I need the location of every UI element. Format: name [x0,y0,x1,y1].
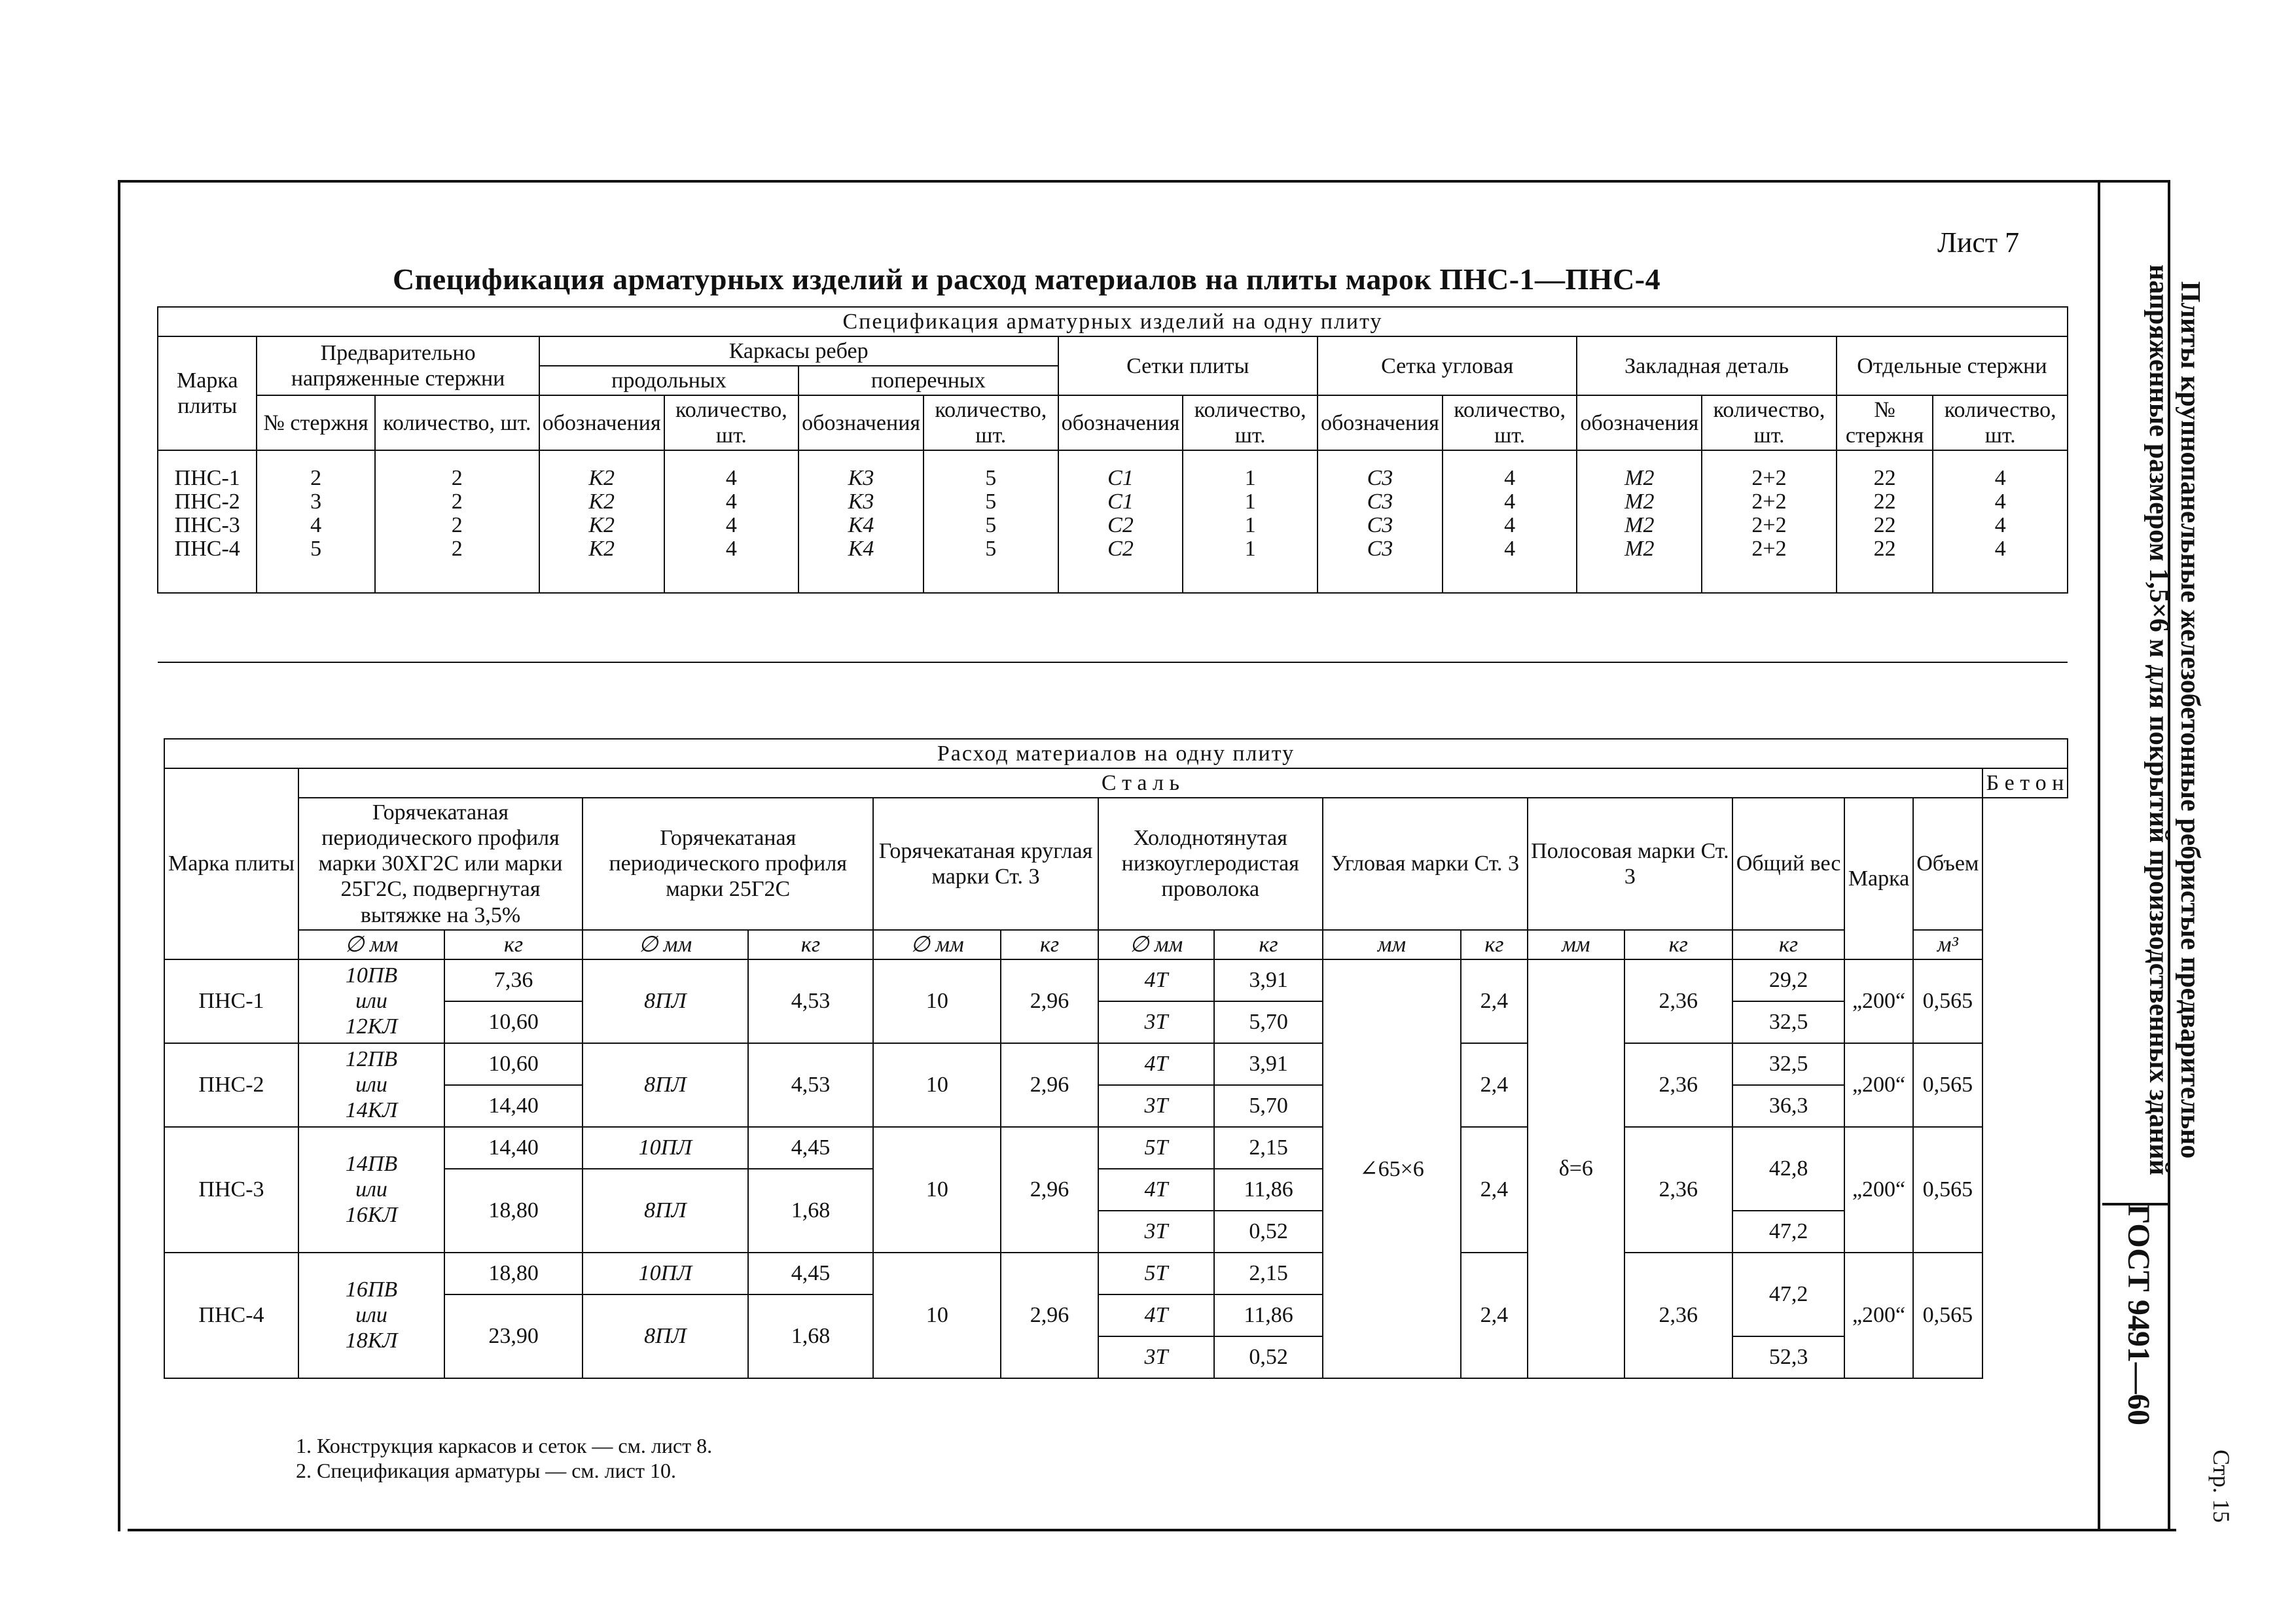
frame-right [2098,180,2100,1531]
mat-g2: Горячекатаная периодического профиля марки 25Г2С [583,798,873,929]
g2-kg: 4,53 [748,1043,874,1127]
g5-kg: 2,4 [1461,959,1528,1043]
g1-diameter: 14ПВ [345,1152,398,1177]
g4-diameter: 3Т [1098,1211,1215,1253]
spec-value: 4 [310,512,322,537]
col-embed: Закладная деталь [1577,336,1836,395]
spec-value: С2 [1107,512,1134,537]
g1-diameter: 14КЛ [345,1098,398,1123]
page-number: Стр. 15 [2208,1450,2234,1523]
mat-g3: Горячекатаная круглая марки Ст. 3 [873,798,1098,929]
spec-value: 2 [451,490,463,514]
spec-value-cell [257,450,374,593]
total-weight: 42,8 [1732,1127,1844,1211]
g4-diameter: 4Т [1098,959,1215,1001]
mat-caption: Расход материалов на одну плиту [164,739,2068,768]
g4-diameter: 3Т [1098,1336,1215,1378]
spec-value: 1 [1244,512,1256,537]
g1-diameter-cell [298,1127,444,1253]
g4-kg: 0,52 [1214,1211,1323,1253]
mat-g1: Горячекатаная периодического профиля марки 30ХГ2С или марки 25Г2С, подвергнутая вытяжке на 3,5% [298,798,583,929]
col-frames-trans: поперечных [798,366,1058,395]
strip-profile: δ=6 [1528,959,1624,1378]
g3-diameter: 10 [873,1127,1001,1253]
spec-value-cell [1837,450,1933,593]
g4-kg: 2,15 [1214,1127,1323,1169]
concrete-volume: 0,565 [1913,1043,1982,1127]
spec-value: 3 [310,490,322,514]
spec-value: 2+2 [1751,512,1787,537]
total-weight: 47,2 [1732,1211,1844,1253]
spec-value-cell [1577,450,1702,593]
concrete-mark: „200“ [1844,1127,1912,1253]
g1-diameter: или [355,1303,387,1328]
unit-kg: кг [1001,930,1098,959]
spec-table [157,306,2068,663]
frame-left [118,180,120,1531]
spec-blank [158,593,2068,662]
spec-value: ПНС-2 [174,490,240,514]
spec-value: С1 [1107,490,1134,514]
mat-g5: Угловая марки Ст. 3 [1323,798,1528,929]
g1-kg: 10,60 [444,1001,583,1043]
subcol-kol: количество, шт. [664,395,799,450]
unit-mm: мм [1323,930,1461,959]
g2-kg: 1,68 [748,1294,874,1378]
spec-value: 22 [1873,512,1896,537]
g1-diameter: 16ПВ [345,1277,398,1302]
subcol-kol: количество, шт. [1443,395,1577,450]
spec-value: М2 [1624,536,1655,561]
spec-value: К3 [848,490,874,514]
g6-kg: 2,36 [1624,1253,1732,1378]
g3-kg: 2,96 [1001,1253,1098,1378]
subcol-oboz: обозначения [1318,395,1443,450]
spec-value: К2 [588,536,615,561]
mat-g6: Полосовая марки Ст. 3 [1528,798,1732,929]
col-bars: Отдельные стержни [1837,336,2068,395]
page-title: Спецификация арматурных изделий и расход материалов на плиты марок ПНС-1—ПНС-4 [393,262,1661,296]
subcol-qty: количество, шт. [1702,395,1837,450]
spec-value: 2 [310,466,322,491]
spec-value: 2 [451,512,463,537]
note-item: 2. Спецификация арматуры — см. лист 10. [296,1459,676,1483]
spec-value-cell [924,450,1058,593]
g6-kg: 2,36 [1624,959,1732,1043]
unit-dmm: ∅ мм [298,930,444,959]
spec-caption: Спецификация арматурных изделий на одну плиту [158,307,2068,336]
g1-diameter: 10ПВ [345,963,398,988]
g2-diameter: 8ПЛ [583,1294,748,1378]
unit-dmm: ∅ мм [583,930,748,959]
unit-kg: кг [1214,930,1323,959]
spec-value: 4 [725,466,737,491]
spec-value: 2+2 [1751,536,1787,561]
spec-value-cell [1318,450,1443,593]
plate-mark: ПНС-2 [164,1043,298,1127]
g1-kg: 14,40 [444,1085,583,1127]
angle-profile: ∠65×6 [1323,959,1461,1378]
spec-value: 4 [725,536,737,561]
g1-diameter-cell [298,1043,444,1127]
g1-diameter: 18КЛ [345,1329,398,1353]
g4-kg: 11,86 [1214,1294,1323,1336]
concrete-mark: „200“ [1844,1043,1912,1127]
spec-value-cell [1058,450,1183,593]
spec-value: ПНС-1 [174,466,240,491]
unit-kg: кг [444,930,583,959]
unit-kg: кг [748,930,874,959]
spec-value: М2 [1624,512,1655,537]
g2-kg: 4,53 [748,959,874,1043]
subcol-oboz: обозначения [798,395,924,450]
spec-value: 1 [1244,536,1256,561]
g3-diameter: 10 [873,1043,1001,1127]
spec-value: 1 [1244,466,1256,491]
g4-kg: 5,70 [1214,1001,1323,1043]
g1-kg: 14,40 [444,1127,583,1169]
g4-kg: 5,70 [1214,1085,1323,1127]
spec-value: 2 [451,536,463,561]
spec-value: ПНС-4 [174,536,240,561]
spec-value: 2+2 [1751,466,1787,491]
g4-kg: 3,91 [1214,1043,1323,1085]
g4-kg: 2,15 [1214,1253,1323,1294]
spec-value: 22 [1873,466,1896,491]
g3-diameter: 10 [873,1253,1001,1378]
spec-value: 22 [1873,490,1896,514]
spec-value: М2 [1624,466,1655,491]
g1-diameter-cell [298,1253,444,1378]
col-prestress: Предварительно напряженные стержни [257,336,539,395]
g5-kg: 2,4 [1461,1127,1528,1253]
spec-value: 4 [1994,536,2006,561]
spec-value-cell [1702,450,1837,593]
mat-col-marka: Марка плиты [164,768,298,959]
g4-diameter: 4Т [1098,1169,1215,1211]
concrete-volume: 0,565 [1913,1127,1982,1253]
g1-kg: 23,90 [444,1294,583,1378]
spec-value: 4 [1994,512,2006,537]
spec-value-cell [1933,450,2068,593]
g1-diameter-cell [298,959,444,1043]
subcol-kol: количество, шт. [924,395,1058,450]
spec-value: 4 [725,490,737,514]
g3-kg: 2,96 [1001,1127,1098,1253]
concrete-mark: „200“ [1844,1253,1912,1378]
plate-mark: ПНС-1 [164,959,298,1043]
unit-mm: мм [1528,930,1624,959]
frame-top [118,180,2170,183]
spec-value: 4 [1994,466,2006,491]
g2-kg: 4,45 [748,1127,874,1169]
spec-data-row [158,450,2068,593]
total-weight: 32,5 [1732,1001,1844,1043]
spec-value: 1 [1244,490,1256,514]
subcol-kol: количество, шт. [1183,395,1318,450]
mat-cmark: Марка [1844,798,1912,959]
spec-value: 5 [985,490,997,514]
spec-value: С3 [1367,490,1393,514]
subcol-oboz: обозначения [1577,395,1702,450]
spec-value: С3 [1367,466,1393,491]
g5-kg: 2,4 [1461,1043,1528,1127]
g2-diameter: 10ПЛ [583,1253,748,1294]
spec-value: 22 [1873,536,1896,561]
subcol-rod-no: № стержня [1837,395,1933,450]
spec-value: С1 [1107,466,1134,491]
spec-value: С3 [1367,512,1393,537]
col-marka: Марка плиты [158,336,257,450]
sheet-label: Лист 7 [1937,226,2020,259]
spec-value-cell [664,450,799,593]
g4-diameter: 4Т [1098,1043,1215,1085]
concrete-volume: 0,565 [1913,1253,1982,1378]
spec-value: 2 [451,466,463,491]
g2-diameter: 8ПЛ [583,1043,748,1127]
mat-col-steel: С т а л ь [298,768,1982,798]
subcol-rod-no: № стержня [257,395,374,450]
spec-value: К3 [848,466,874,491]
g2-diameter: 8ПЛ [583,1169,748,1253]
g4-kg: 0,52 [1214,1336,1323,1378]
spec-value: 4 [1504,466,1516,491]
mat-col-concrete: Б е т о н [1982,768,2068,798]
col-nets: Сетки плиты [1058,336,1318,395]
spec-value: К4 [848,536,874,561]
plate-marks-cell [158,450,257,593]
total-weight: 29,2 [1732,959,1844,1001]
g1-diameter: 12ПВ [345,1047,398,1072]
unit-m3: м³ [1913,930,1982,959]
g2-diameter: 8ПЛ [583,959,748,1043]
g4-diameter: 4Т [1098,1294,1215,1336]
spec-value: 5 [985,512,997,537]
total-weight: 36,3 [1732,1085,1844,1127]
mat-total: Общий вес [1732,798,1844,929]
spec-value-cell [1443,450,1577,593]
g1-kg: 10,60 [444,1043,583,1085]
unit-kg: кг [1624,930,1732,959]
g5-kg: 2,4 [1461,1253,1528,1378]
subcol-qty: количество, шт. [375,395,539,450]
frame-bottom [128,1529,2176,1531]
col-frames: Каркасы ребер [539,336,1058,366]
g1-kg: 18,80 [444,1253,583,1294]
spec-value-cell [798,450,924,593]
spec-value: 4 [1504,536,1516,561]
spec-value: 4 [1504,512,1516,537]
spec-value: К2 [588,512,615,537]
g6-kg: 2,36 [1624,1127,1732,1253]
g1-diameter: или [355,1073,387,1097]
g1-diameter: 16КЛ [345,1203,398,1228]
spec-value: М2 [1624,490,1655,514]
spec-value: К2 [588,490,615,514]
subcol-oboz: обозначения [539,395,664,450]
spec-value: 5 [310,536,322,561]
mat-cvol: Объем [1913,798,1982,929]
notes [296,1433,712,1484]
spec-value-cell [539,450,664,593]
concrete-mark: „200“ [1844,959,1912,1043]
plate-mark: ПНС-3 [164,1127,298,1253]
unit-dmm: ∅ мм [873,930,1001,959]
total-weight: 52,3 [1732,1336,1844,1378]
g2-kg: 4,45 [748,1253,874,1294]
mat-g4: Холоднотянутая низкоуглеродистая проволока [1098,798,1323,929]
g2-kg: 1,68 [748,1169,874,1253]
spec-value: 4 [1994,490,2006,514]
spec-value: 5 [985,536,997,561]
unit-kg: кг [1732,930,1844,959]
standard-number: ГОСТ 9491—60 [2121,1204,2156,1425]
spec-value: 2+2 [1751,490,1787,514]
unit-kg: кг [1461,930,1528,959]
g6-kg: 2,36 [1624,1043,1732,1127]
total-weight: 47,2 [1732,1253,1844,1336]
spec-value: 4 [1504,490,1516,514]
materials-table [164,738,2068,1379]
unit-dmm: ∅ мм [1098,930,1215,959]
g3-kg: 2,96 [1001,1043,1098,1127]
col-frames-long: продольных [539,366,798,395]
spec-value: С3 [1367,536,1393,561]
g2-diameter: 10ПЛ [583,1127,748,1169]
spec-value: К4 [848,512,874,537]
subcol-qty: количество, шт. [1933,395,2068,450]
spec-value: 5 [985,466,997,491]
g1-diameter: или [355,989,387,1014]
plate-mark: ПНС-4 [164,1253,298,1378]
g3-diameter: 10 [873,959,1001,1043]
spec-value: 4 [725,512,737,537]
side-title: Плиты крупнопанельные железобетонные ребристые предварительно напряженные размером 1,5×6 м для покрытий производственных зданий [2143,264,2205,1175]
g1-kg: 7,36 [444,959,583,1001]
col-angle-net: Сетка угловая [1318,336,1577,395]
g4-diameter: 3Т [1098,1085,1215,1127]
spec-value: ПНС-3 [174,512,240,537]
total-weight: 32,5 [1732,1043,1844,1085]
g4-kg: 11,86 [1214,1169,1323,1211]
spec-value: К2 [588,466,615,491]
subcol-oboz: обозначения [1058,395,1183,450]
spec-value: С2 [1107,536,1134,561]
g1-diameter: или [355,1177,387,1202]
g4-diameter: 3Т [1098,1001,1215,1043]
note-item: 1. Конструкция каркасов и сеток — см. лист 8. [296,1434,713,1457]
g3-kg: 2,96 [1001,959,1098,1043]
spec-value-cell [1183,450,1318,593]
concrete-volume: 0,565 [1913,959,1982,1043]
g1-kg: 18,80 [444,1169,583,1253]
g4-diameter: 5Т [1098,1127,1215,1169]
g1-diameter: 12КЛ [345,1014,398,1039]
g4-kg: 3,91 [1214,959,1323,1001]
spec-value-cell [375,450,539,593]
g4-diameter: 5Т [1098,1253,1215,1294]
